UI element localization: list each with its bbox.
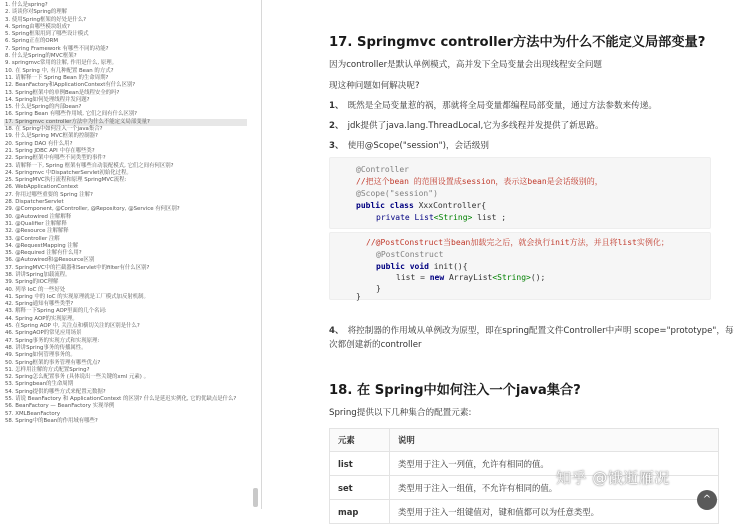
table-row bbox=[330, 500, 719, 524]
toc-item[interactable]: 25. SpringMVC执行流程和原理 SpringMVC流程: bbox=[5, 177, 127, 184]
toc-item[interactable]: 6. Spring正在的ORM bbox=[5, 38, 59, 45]
toc-item[interactable]: 40. 列举 IoC 的一些好处 bbox=[5, 286, 66, 293]
toc-item[interactable]: 11. 请解释一下 Spring Bean 的生命周期? bbox=[5, 74, 109, 81]
code-keyword: public class bbox=[356, 201, 414, 210]
toc-item[interactable]: 47. Spring事务的实现方式和实现原理: bbox=[5, 337, 100, 344]
toc-item[interactable]: 22. Spring框架中有哪些不同类型的事件? bbox=[5, 155, 106, 162]
toc-item[interactable]: 15. 什么是Spring的内部bean? bbox=[5, 104, 82, 111]
step-2-text: jdk提供了java.lang.ThreadLocal,它为多线程并发提供了新思路。 bbox=[347, 121, 604, 131]
toc-item[interactable]: 34. @RequestMapping 注解 bbox=[5, 242, 79, 249]
toc-item[interactable]: 37. SpringMVC中的拦截器和Servlet中的filter有什么区别? bbox=[5, 264, 150, 271]
toc-item[interactable]: 49. Spring如何管理事务的。 bbox=[5, 352, 76, 359]
table-cell-desc: 类型用于注入一组值，不允许有相同的值。 bbox=[390, 476, 719, 500]
toc-item[interactable]: 42. Spring通知有哪些类型? bbox=[5, 301, 74, 308]
toc-item[interactable]: 4. Spring由哪些模块组成? bbox=[5, 23, 70, 30]
code-text: list ; bbox=[472, 213, 507, 222]
toc-item[interactable]: 29. @Component, @Controller, @Repository, @Service 有何区别? bbox=[5, 206, 180, 213]
step-2-num: 2、 bbox=[329, 121, 344, 131]
code-line: } bbox=[356, 292, 361, 301]
step-3-num: 3、 bbox=[329, 141, 344, 151]
toc-item[interactable]: 27. 你用过哪些重要的 Spring 注解? bbox=[5, 191, 93, 198]
toc-item[interactable]: 33. @Controller 注解 bbox=[5, 235, 60, 242]
code-text: (); bbox=[530, 273, 546, 282]
toc-item[interactable]: 31. @Qualifier 注解解释 bbox=[5, 220, 67, 227]
table-cell-key: set bbox=[330, 476, 390, 500]
step-4-cont: 次都创建新的controller bbox=[329, 340, 422, 350]
table-cell-desc: 类型用于注入一组键值对，键和值都可以为任意类型。 bbox=[390, 500, 719, 524]
code-line bbox=[376, 261, 468, 272]
toc-item[interactable]: 16. Spring Bean 有哪些作用域, 它们之间有什么区别? bbox=[5, 111, 137, 118]
arrow-up-icon: ^ bbox=[702, 494, 712, 505]
table-cell-key: list bbox=[330, 452, 390, 476]
code-comment: //@PostConstruct当bean加载完之后，就会执行init方法，并且将list实例化； bbox=[366, 238, 669, 247]
toc-item[interactable]: 21. Spring JDBC API 中存在哪些类? bbox=[5, 147, 95, 154]
toc-sidebar[interactable] bbox=[0, 0, 262, 509]
toc-item[interactable]: 20. Spring DAO 有什么用? bbox=[5, 140, 73, 147]
toc-item[interactable]: 55. 请说 BeanFactory 和 ApplicationContext 的区别? 什么是延迟实例化, 它的优缺点是什么? bbox=[5, 396, 237, 403]
section-17-heading: 17. Springmvc controller方法中为什么不能定义局部变量? bbox=[329, 35, 706, 50]
toc-item[interactable]: 43. 解释一下Spring AOP里面的几个名词: bbox=[5, 308, 107, 315]
code-line: @Controller bbox=[356, 165, 409, 174]
toc-item[interactable]: 30. @Autowired 注解解释 bbox=[5, 213, 72, 220]
section-18-heading: 18. 在 Spring中如何注入一个java集合? bbox=[329, 383, 581, 398]
toc-item[interactable]: 35. @Required 注解有什么用? bbox=[5, 250, 82, 257]
toc-item[interactable]: 5. Spring框架用到了哪些设计模式 bbox=[5, 31, 89, 38]
toc-item[interactable]: 56. BeanFactory — BeanFactory 实现举例 bbox=[5, 403, 115, 410]
toc-item[interactable]: 12. BeanFactory和ApplicationContext有什么区别? bbox=[5, 82, 136, 89]
toc-item[interactable]: 46. SpringAOP的常见应用场景 bbox=[5, 330, 82, 337]
toc-item[interactable]: 58. Spring中的Bean的作用域有哪些? bbox=[5, 417, 98, 424]
toc-item[interactable]: 39. Spring的IOC理解 bbox=[5, 279, 59, 286]
step-1-text: 既然是全局变量惹的祸，那就将全局变量都编程局部变量，通过方法参数来传递。 bbox=[347, 101, 657, 111]
table-header-description: 说明 bbox=[390, 429, 719, 452]
table-cell-key: map bbox=[330, 500, 390, 524]
step-3 bbox=[329, 139, 489, 151]
code-line: } bbox=[376, 284, 381, 293]
toc-item[interactable]: 23. 请解释一下, Spring 框架有哪些自动装配模式, 它们之间有何区别? bbox=[5, 162, 174, 169]
section-17-intro: 因为controller是默认单例模式，高并发下全局变量会出现线程安全问题 bbox=[329, 60, 603, 70]
watermark-text: 知乎 @饿逝雁况 bbox=[556, 469, 670, 487]
code-line bbox=[356, 200, 486, 211]
toc-item[interactable]: 14. Spring如何处理线程并发问题? bbox=[5, 96, 90, 103]
step-4-num: 4、 bbox=[329, 326, 344, 336]
code-keyword: public void bbox=[376, 262, 429, 271]
toc-item[interactable]: 17. Springmvc controller方法中为什么不能定义局部变量? bbox=[4, 119, 247, 126]
step-3-text: 使用@Scope("session")，会话级别 bbox=[347, 141, 489, 151]
toc-item[interactable]: 54. Spring提供的哪些方式来配置元数据? bbox=[5, 388, 106, 395]
step-1 bbox=[329, 99, 657, 111]
code-line bbox=[376, 212, 506, 223]
toc-item[interactable]: 38. 讲讲Spring加载流程。 bbox=[5, 271, 71, 278]
step-4 bbox=[329, 324, 734, 336]
toc-item[interactable]: 3. 使用Spring框架的好处是什么? bbox=[5, 16, 87, 23]
code-type: private List bbox=[376, 213, 434, 222]
table-header-element: 元素 bbox=[330, 429, 390, 452]
toc-item[interactable]: 48. 讲讲Spring事务的传播属性。 bbox=[5, 344, 87, 351]
toc-item[interactable]: 1. 什么是spring? bbox=[5, 2, 48, 8]
table-header-row bbox=[330, 429, 719, 452]
step-2 bbox=[329, 119, 604, 131]
code-text: list = bbox=[396, 273, 430, 282]
toc-item[interactable]: 32. @Resource 注解解释 bbox=[5, 228, 69, 235]
toc-item[interactable]: 19. 什么是Spring MVC框架的控制器? bbox=[5, 133, 98, 140]
toc-item[interactable]: 26. WebApplicationContext bbox=[5, 184, 79, 191]
code-generic: <String> bbox=[492, 273, 531, 282]
toc-item[interactable]: 28. DispatcherServlet bbox=[5, 199, 64, 206]
code-comment: //把这个bean 的范围设置成session，表示这bean是会话级别的， bbox=[356, 177, 603, 186]
toc-scrollbar[interactable] bbox=[253, 488, 258, 507]
toc-item[interactable]: 50. Spring框架的事务管理有哪些优点? bbox=[5, 359, 101, 366]
toc-item[interactable]: 45. 在Spring AOP 中, 关注点和横切关注的区别是什么? bbox=[5, 323, 140, 330]
code-text: init(){ bbox=[428, 262, 468, 271]
toc-item[interactable]: 53. Springbean的生命周期 bbox=[5, 381, 74, 388]
step-1-num: 1、 bbox=[329, 101, 344, 111]
toc-item[interactable]: 7. Spring Framework 有哪些不同的功能? bbox=[5, 45, 109, 52]
toc-item[interactable]: 2. 谈谈你对Spring的理解 bbox=[5, 9, 67, 16]
code-line: @Scope("session") bbox=[356, 189, 438, 198]
code-text: ArrayList bbox=[444, 273, 493, 282]
code-block-postconstruct bbox=[329, 232, 711, 300]
section-18-intro: Spring提供以下几种集合的配置元素: bbox=[329, 408, 472, 418]
toc-item[interactable]: 52. Spring怎么配置事务 (具体说出一些关键的xml 元素) 。 bbox=[5, 374, 149, 381]
code-line bbox=[396, 272, 545, 283]
toc-item[interactable]: 8. 什么是Spring的MVC框架? bbox=[5, 53, 77, 60]
toc-item[interactable]: 18. 在 Spring中如何注入一个java集合? bbox=[5, 126, 103, 133]
toc-item[interactable]: 10. 在 Spring 中, 有几种配置 Bean 的方式? bbox=[5, 67, 114, 74]
toc-item[interactable]: 57. XMLBeanFactory bbox=[5, 410, 61, 417]
code-text: XxxController{ bbox=[413, 201, 487, 210]
code-keyword: new bbox=[429, 273, 445, 282]
toc-item[interactable]: 36. @Autowired和@Resource区别 bbox=[5, 257, 95, 264]
table-cell-desc: 类型用于注入一列值，允许有相同的值。 bbox=[390, 452, 719, 476]
step-4-text: 将控制器的作用域从单例改为原型，即在spring配置文件Controller中声明 scope="prototype"，每 bbox=[347, 326, 734, 336]
section-17-question: 现这种问题如何解决呢? bbox=[329, 81, 420, 91]
code-generic: <String> bbox=[433, 213, 473, 222]
toc-list bbox=[4, 2, 247, 425]
code-line: @PostConstruct bbox=[376, 250, 444, 259]
scroll-top-button[interactable] bbox=[697, 490, 717, 510]
toc-item[interactable]: 9. springmvc常用的注解, 作用是什么, 原理。 bbox=[5, 60, 117, 67]
toc-item[interactable]: 51. 怎样用注解的方式配置Spring? bbox=[5, 366, 90, 373]
toc-item[interactable]: 44. Spring AOP的实现原理。 bbox=[5, 315, 78, 322]
toc-item[interactable]: 24. Springmvc 中DispatcherServlet初始化过程。 bbox=[5, 169, 132, 176]
toc-item[interactable]: 13. Spring框架中的单例Bean是线程安全的吗? bbox=[5, 89, 120, 96]
code-block-controller bbox=[329, 157, 711, 229]
toc-item[interactable]: 41. Spring 中的 IoC 的实现原理就是工厂模式加反射机制。 bbox=[5, 293, 149, 300]
